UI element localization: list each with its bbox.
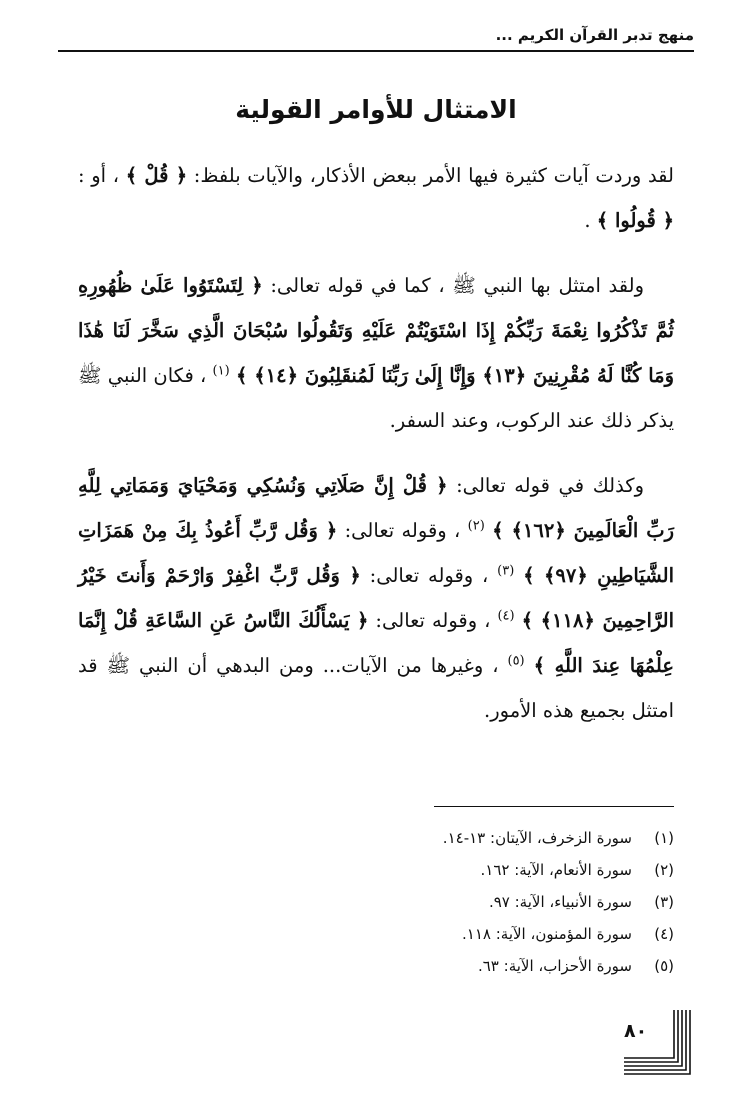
quran-quote-anam: ﴿ قُلْ إِنَّ صَلَاتِي وَنُسُكِي وَمَحْيَايَ وَمَمَاتِي لِلَّهِ رَبِّ الْعَالَمِينَ ﴿١٦٢﴾ ﴾: [78, 474, 674, 542]
paragraph-1-text: لقد وردت آيات كثيرة فيها الأمر ببعض الأذكار، والآيات بلفظ:: [187, 164, 674, 187]
separator-text: ، أو :: [78, 164, 126, 187]
footnote-number: (٢): [654, 861, 674, 879]
footnote-text: سورة الزخرف، الآيتان: ١٣-١٤.: [442, 829, 632, 847]
paragraph-2-intro: ولقد امتثل بها النبي ﷺ ، كما في قوله تعالى:: [262, 274, 644, 297]
footnote-number: (٤): [654, 925, 674, 943]
footnote-item: [200, 854, 674, 886]
footnote-item: [200, 950, 674, 982]
footnote-ref-4[interactable]: (٤): [497, 608, 515, 624]
footnote-text: سورة المؤمنون، الآية: ١١٨.: [462, 925, 632, 943]
paragraph-1: [78, 153, 674, 243]
paragraph-3-end: ، وغيرها من الآيات... ومن البدهي أن النبي ﷺ قد امتثل بجميع هذه الأمور.: [78, 654, 674, 722]
quran-quote-qulu: ﴿ قُولُوا ﴾: [596, 209, 674, 232]
footnote-number: (٣): [654, 893, 674, 911]
quran-quote-zukhruf: ﴿ لِتَسْتَوُوا عَلَىٰ ظُهُورِهِ ثُمَّ تَذْكُرُوا نِعْمَةَ رَبِّكُمْ إِذَا اسْتَوَيْتُمْ عَلَيْهِ وَتَقُولُوا سُبْحَانَ الَّذِي سَخَّرَ لَنَا هَٰذَا وَمَا كُنَّا لَهُ مُقْرِنِينَ ﴿١٣﴾ وَإِنَّا إِلَىٰ رَبِّنَا لَمُنقَلِبُونَ ﴿١٤﴾ ﴾: [78, 274, 674, 387]
connector-text: ، وقوله تعالى:: [360, 564, 498, 587]
connector-text: ، وقوله تعالى:: [368, 609, 498, 632]
footnote-number: (١): [654, 829, 674, 847]
running-header: منهج تدبر القرآن الكريم ...: [495, 26, 694, 44]
paragraph-2-rest: ، فكان النبي ﷺ يذكر ذلك عند الركوب، وعند السفر.: [78, 364, 674, 432]
footnote-item: [200, 918, 674, 950]
body-text: [78, 153, 674, 753]
quran-quote-muminun: ﴿ وَقُل رَّبِّ اغْفِرْ وَارْحَمْ وَأَنتَ خَيْرُ الرَّاحِمِينَ ﴿١١٨﴾ ﴾: [78, 564, 675, 632]
footnote-ref-5[interactable]: (٥): [507, 653, 525, 669]
footnote-text: سورة الأنعام، الآية: ١٦٢.: [480, 861, 632, 879]
paragraph-1-end: .: [584, 209, 597, 232]
quran-quote-ahzab: ﴿ يَسْأَلُكَ النَّاسُ عَنِ السَّاعَةِ قُلْ إِنَّمَا عِلْمُهَا عِندَ اللَّهِ ﴾: [78, 609, 674, 677]
section-title: الامتثال للأوامر القولية: [235, 95, 517, 124]
connector-text: ، وقوله تعالى:: [337, 519, 468, 542]
page-number-block: [620, 1008, 692, 1080]
paragraph-3: [78, 463, 674, 733]
paragraph-3-intro: وكذلك في قوله تعالى:: [447, 474, 645, 497]
footnote-separator: [434, 806, 674, 807]
quran-quote-qul: ﴿ قُلْ ﴾: [125, 164, 188, 187]
header-rule: [58, 50, 694, 52]
footnote-item: [200, 886, 674, 918]
quran-quote-anbiya: ﴿ وَقُل رَّبِّ أَعُوذُ بِكَ مِنْ هَمَزَاتِ الشَّيَاطِينِ ﴿٩٧﴾ ﴾: [78, 519, 674, 587]
footnote-text: سورة الأنبياء، الآية: ٩٧.: [488, 893, 632, 911]
footnote-number: (٥): [654, 957, 674, 975]
footnote-ref-2[interactable]: (٢): [467, 518, 485, 534]
corner-lines-ornament: [620, 1008, 692, 1080]
footnote-text: سورة الأحزاب، الآية: ٦٣.: [477, 957, 632, 975]
footnote-ref-3[interactable]: (٣): [497, 563, 515, 579]
page-number: ٨٠: [624, 1020, 648, 1042]
footnotes-list: [200, 822, 674, 982]
footnote-item: [200, 822, 674, 854]
paragraph-2: [78, 263, 674, 443]
footnote-ref-1[interactable]: (١): [212, 363, 230, 379]
